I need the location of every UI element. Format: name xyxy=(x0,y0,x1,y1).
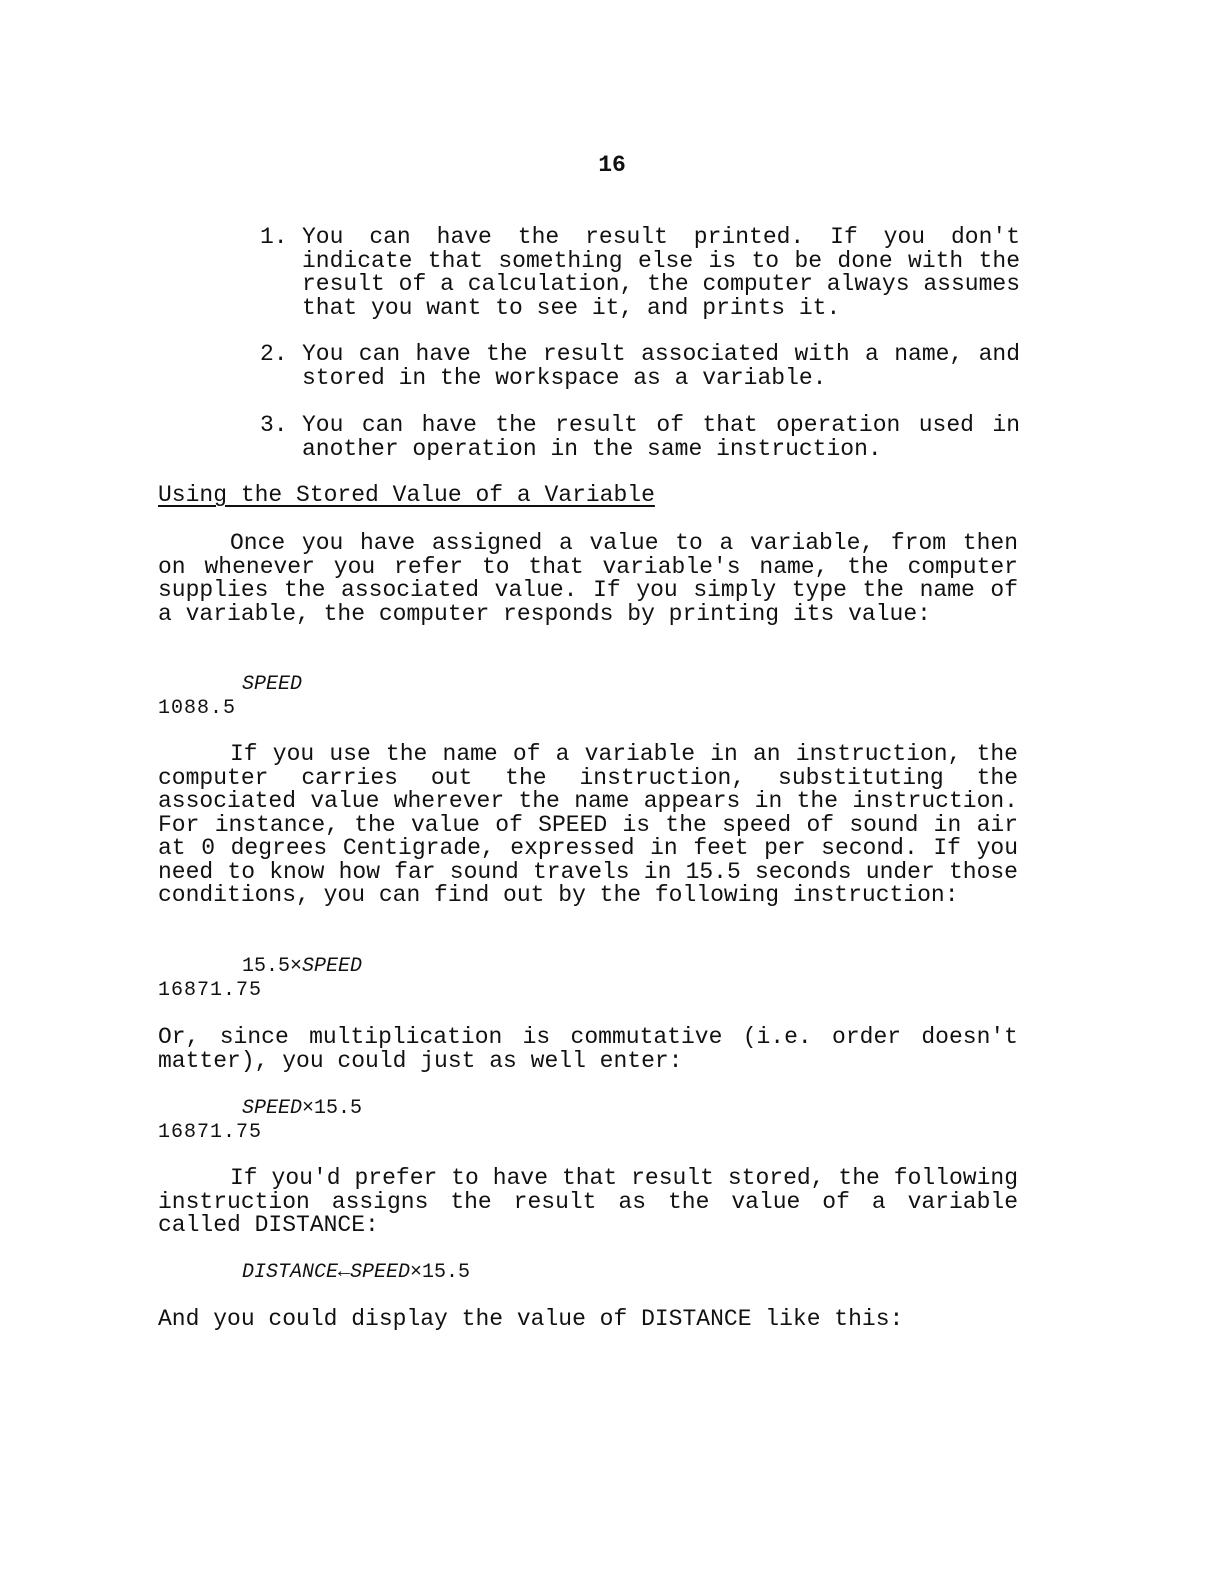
list-number: 2. xyxy=(260,341,288,367)
example-2 xyxy=(158,955,1018,1002)
paragraph-1: Once you have assigned a value to a variable, from then on whenever you refer to that variable's name, the computer supplies the associated value. If you simply type the name of a variable, the computer responds by printing its value: xyxy=(158,530,1018,627)
code-variable: DISTANCE←SPEED xyxy=(242,1261,411,1284)
list-item-3 xyxy=(260,414,1020,461)
code-output: 1088.5 xyxy=(158,696,237,720)
paragraph-3: Or, since multiplication is commutative (i.e. order doesn't matter), you could just as well enter: xyxy=(158,1024,1018,1074)
list-text: You can have the result printed. If you don't indicate that something else is to be done with the result of a calculation, the computer always assumes that you want to see it, and prints it. xyxy=(302,224,1020,321)
list-text: You can have the result associated with a name, and stored in the workspace as a variable. xyxy=(302,341,1020,391)
paragraph-2: If you use the name of a variable in an instruction, the computer carries out the instruction, substituting the associated value wherever the name appears in the instruction. For instance, the value of SPEED is the speed of sound in air at 0 degrees Centigrade, expressed in feet per second. If you need to know how far sound travels in 15.5 seconds under those conditions, you can find out by the following instruction: xyxy=(158,741,1018,908)
page-number: 16 xyxy=(598,152,626,178)
code-variable: SPEED xyxy=(242,1097,303,1120)
code-output: 16871.75 xyxy=(158,1120,263,1144)
example-1 xyxy=(158,673,1018,720)
section-heading xyxy=(158,484,1018,508)
code-input: SPEED xyxy=(242,673,303,696)
list-item-2 xyxy=(260,343,1020,390)
code-input xyxy=(158,955,1018,979)
example-4 xyxy=(158,1261,1018,1285)
code-number: ×15.5 xyxy=(410,1261,471,1284)
list-item-1 xyxy=(260,226,1020,320)
code-number: 15.5× xyxy=(242,955,303,978)
example-3 xyxy=(158,1097,1018,1144)
paragraph-4: If you'd prefer to have that result stored, the following instruction assigns the result as the value of a variable called DISTANCE: xyxy=(158,1165,1018,1238)
section-heading-text: Using the Stored Value of a Variable xyxy=(158,482,655,508)
code-input xyxy=(158,1097,1018,1121)
code-number: ×15.5 xyxy=(302,1097,363,1120)
code-output: 16871.75 xyxy=(158,978,263,1002)
paragraph-5: And you could display the value of DISTANCE like this: xyxy=(158,1306,904,1332)
code-variable: SPEED xyxy=(302,955,363,978)
list-number: 3. xyxy=(260,412,288,438)
list-text: You can have the result of that operation used in another operation in the same instruction. xyxy=(302,412,1020,462)
list-number: 1. xyxy=(260,224,288,250)
code-input xyxy=(158,1261,1018,1285)
